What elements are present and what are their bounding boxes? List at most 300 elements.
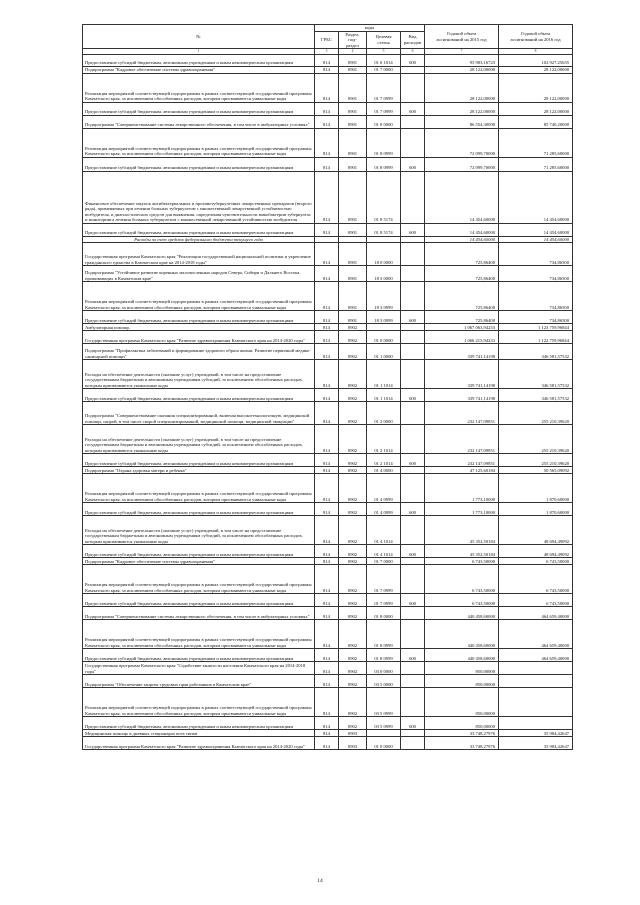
row-name: Подпрограмма "Совершенствование системы лекарственного обеспечения, в том числе в амбулаторных условиях" [83, 115, 315, 128]
row-target-article: 01 7 0999 [367, 102, 401, 115]
row-section: 0901 [339, 102, 367, 115]
row-section: 0902 [339, 675, 367, 688]
table-row [83, 503, 573, 516]
row-volume-2016: 48 694,49092 [499, 545, 573, 558]
row-volume-2015: 850,00000 [425, 717, 499, 730]
row-volume-2016: 734,86500 [499, 311, 573, 324]
row-name: Предоставление субсидий бюджетным, автономным учреждениям и иным некоммерческим организациям [83, 649, 315, 662]
row-volume-2016: 346 581,57532 [499, 360, 573, 389]
row-name: Предоставление субсидий бюджетным, автономным учреждениям и иным некоммерческим организациям [83, 102, 315, 115]
row-volume-2015: 86 554,30000 [425, 115, 499, 128]
row-expense-type: 600 [401, 649, 425, 662]
row-volume-2015: 725,86400 [425, 311, 499, 324]
row-expense-type [401, 115, 425, 128]
row-grbs: 814 [315, 425, 339, 454]
row-expense-type: 600 [401, 717, 425, 730]
row-name: Финансовое обеспечение закупок антибактериальных и противотуберкулезных лекарственных препаратов (второго ряда), применяемых при лечении больных туберкулезом с множественной лекарственной устойчивостью возбудителя, и диагностических средств для выявления, определения чувствительности микобактерии туберкулеза и мониторинга лечения больных туберкулезом с множественной лекарственной устойчивостью возбудителя [83, 171, 315, 223]
row-section: 0902 [339, 662, 367, 675]
row-volume-2015: 33 748,27976 [425, 730, 499, 737]
row-section: 0902 [339, 324, 367, 331]
budget-table-page [82, 24, 572, 750]
row-section: 0903 [339, 730, 367, 737]
row-name: Предоставление субсидий бюджетным, автономным учреждениям и иным некоммерческим организациям [83, 454, 315, 467]
row-target-article: 01 0 0000 [367, 331, 401, 344]
row-name: Реализация мероприятий соответствующей подпрограммы в рамках соответствующей государственной программы Камчатского края, за исключением обособленных расходов, которым присваиваются уникальные коды [83, 73, 315, 102]
row-expense-type [401, 425, 425, 454]
row-volume-2015: 45 352,50184 [425, 545, 499, 558]
row-volume-2016: 734,86500 [499, 282, 573, 311]
column-index: 7 [425, 49, 499, 54]
row-grbs: 814 [315, 102, 339, 115]
table-row [83, 662, 573, 675]
row-grbs: 814 [315, 474, 339, 503]
row-volume-2015: 6 743,50000 [425, 594, 499, 607]
row-expense-type: 600 [401, 454, 425, 467]
row-section: 0902 [339, 503, 367, 516]
row-volume-2015: 28 122,00000 [425, 66, 499, 73]
row-grbs: 814 [315, 737, 339, 750]
row-grbs: 814 [315, 649, 339, 662]
row-target-article: 01 4 1014 [367, 545, 401, 558]
row-grbs: 814 [315, 243, 339, 266]
row-volume-2015: 1 066 215,94233 [425, 331, 499, 344]
row-expense-type [401, 66, 425, 73]
row-target-article: 01 1 1014 [367, 389, 401, 402]
row-section: 0901 [339, 66, 367, 73]
header-volume-2015-label: Годовой объем ассигнований на 2015 год [436, 31, 487, 42]
table-row [83, 565, 573, 594]
row-grbs: 814 [315, 688, 339, 717]
table-row [83, 717, 573, 730]
row-volume-2015: 72 099,70000 [425, 157, 499, 171]
row-grbs: 814 [315, 157, 339, 171]
row-target-article: 01 7 0000 [367, 66, 401, 73]
table-row [83, 73, 573, 102]
row-grbs: 814 [315, 311, 339, 324]
row-section: 0901 [339, 128, 367, 157]
row-expense-type: 600 [401, 389, 425, 402]
row-name: Подпрограмма "Кадровое обеспечение системы здравоохранения" [83, 66, 315, 73]
table-row [83, 737, 573, 750]
row-target-article: 01 4 0000 [367, 467, 401, 474]
row-grbs: 814 [315, 402, 339, 425]
row-volume-2016: 255 210,39620 [499, 454, 573, 467]
row-grbs: 814 [315, 344, 339, 360]
row-grbs: 814 [315, 607, 339, 620]
column-index: 6 [401, 49, 425, 54]
row-volume-2016: 85 740,20000 [499, 115, 573, 128]
budget-table [82, 24, 573, 750]
row-grbs: 814 [315, 565, 339, 594]
row-expense-type [401, 516, 425, 545]
row-target-article: 01 8 0999 [367, 128, 401, 157]
table-row [83, 730, 573, 737]
table-row [83, 324, 573, 331]
row-name: Предоставление субсидий бюджетным, автономным учреждениям и иным некоммерческим организациям [83, 594, 315, 607]
row-grbs: 814 [315, 516, 339, 545]
row-expense-type [401, 474, 425, 503]
row-volume-2015: 850,00000 [425, 675, 499, 688]
row-volume-2016: 255 210,39620 [499, 402, 573, 425]
row-section: 0902 [339, 620, 367, 649]
row-expense-type [401, 266, 425, 282]
row-section: 0902 [339, 558, 367, 565]
row-expense-type [401, 73, 425, 102]
row-name: Предоставление субсидий бюджетным, автономным учреждениям и иным некоммерческим организациям [83, 389, 315, 402]
row-expense-type [401, 565, 425, 594]
row-volume-2015: 440 458,60000 [425, 649, 499, 662]
row-expense-type [401, 558, 425, 565]
table-row [83, 425, 573, 454]
row-expense-type: 600 [401, 545, 425, 558]
row-name: Предоставление субсидий бюджетным, автономным учреждениям и иным некоммерческим организациям [83, 157, 315, 171]
row-grbs: 814 [315, 389, 339, 402]
row-expense-type [401, 243, 425, 266]
row-target-article: 01 1 0000 [367, 344, 401, 360]
row-volume-2016: 734,86500 [499, 266, 573, 282]
row-target-article: 01 4 1014 [367, 516, 401, 545]
row-section: 0902 [339, 331, 367, 344]
row-grbs: 814 [315, 331, 339, 344]
row-volume-2015: 339 741,14198 [425, 344, 499, 360]
row-grbs: 814 [315, 171, 339, 223]
row-target-article: 01 2 1014 [367, 425, 401, 454]
table-row [83, 102, 573, 115]
row-volume-2016: 346 581,57532 [499, 344, 573, 360]
header-volume-2015 [425, 25, 499, 49]
row-section: 0901 [339, 157, 367, 171]
row-expense-type: 600 [401, 102, 425, 115]
row-volume-2016: 6 743,50000 [499, 565, 573, 594]
row-section: 0901 [339, 73, 367, 102]
row-section: 0902 [339, 717, 367, 730]
row-target-article: 01 8 5174 [367, 171, 401, 223]
row-grbs: 814 [315, 360, 339, 389]
row-name: Предоставление субсидий бюджетным, автономным учреждениям и иным некоммерческим организациям [83, 311, 315, 324]
row-target-article: 18 3 0000 [367, 266, 401, 282]
row-volume-2015: 14 454,60000 [425, 236, 499, 243]
row-expense-type [401, 730, 425, 737]
row-volume-2016: 35 984,42647 [499, 737, 573, 750]
row-target-article: 03 5 0000 [367, 675, 401, 688]
row-target-article: 01 0 0000 [367, 737, 401, 750]
row-grbs: 814 [315, 73, 339, 102]
table-row [83, 331, 573, 344]
row-section: 0902 [339, 389, 367, 402]
row-name: Предоставление субсидий бюджетным, автономным учреждениям и иным некоммерческим организациям [83, 503, 315, 516]
column-index: 5 [367, 49, 401, 54]
row-volume-2015: 440 458,60000 [425, 620, 499, 649]
table-row [83, 223, 573, 236]
row-target-article: 01 7 0000 [367, 558, 401, 565]
header-volume-2016-label: Годовой объем ассигнований на 2016 год [510, 31, 561, 42]
table-row [83, 157, 573, 171]
row-volume-2016: 50 565,09092 [499, 467, 573, 474]
row-target-article: 18 0 0000 [367, 243, 401, 266]
row-volume-2016: 28 122,00000 [499, 66, 573, 73]
row-volume-2016: 255 210,39620 [499, 425, 573, 454]
row-target-article: 18 3 0999 [367, 311, 401, 324]
row-name: Подпрограмма "Охрана здоровья матери и ребенка" [83, 467, 315, 474]
row-volume-2015: 232 147,09851 [425, 402, 499, 425]
table-row [83, 558, 573, 565]
row-grbs: 814 [315, 282, 339, 311]
table-row [83, 675, 573, 688]
row-expense-type: 600 [401, 311, 425, 324]
row-target-article: 01 4 0999 [367, 474, 401, 503]
row-volume-2016: 6 743,50000 [499, 594, 573, 607]
row-expense-type [401, 607, 425, 620]
row-volume-2016: 1 122 759,96844 [499, 331, 573, 344]
row-grbs: 814 [315, 467, 339, 474]
row-expense-type [401, 402, 425, 425]
row-volume-2015: 850,00000 [425, 688, 499, 717]
row-section: 0901 [339, 311, 367, 324]
header-expense-type [401, 31, 425, 49]
row-expense-type [401, 688, 425, 717]
row-section: 0901 [339, 115, 367, 128]
row-volume-2016: 48 694,49092 [499, 516, 573, 545]
row-name: Реализация мероприятий соответствующей подпрограммы в рамках соответствующей государственной программы Камчатского края, за исключением обособленных расходов, которым присваиваются уникальные коды [83, 282, 315, 311]
table-row [83, 516, 573, 545]
table-row [83, 454, 573, 467]
row-volume-2015: 6 743,50000 [425, 565, 499, 594]
row-grbs: 814 [315, 620, 339, 649]
row-section: 0902 [339, 425, 367, 454]
row-name: Подпрограмма "Устойчивое развитие коренных малочисленных народов Севера, Сибири и Дальнего Востока, проживающих в Камчатском крае" [83, 266, 315, 282]
column-index: 1 [83, 49, 315, 54]
row-section: 0901 [339, 266, 367, 282]
header-target-label: Целевая статья [375, 34, 392, 45]
row-name: Расходы за счет средств федерального бюджета текущего года [83, 236, 315, 243]
row-expense-type [401, 324, 425, 331]
row-volume-2016: 14 454,60000 [499, 236, 573, 243]
row-grbs: 814 [315, 717, 339, 730]
row-target-article: 01 7 0999 [367, 565, 401, 594]
table-body [83, 54, 573, 750]
header-codes: коды [315, 25, 425, 32]
row-volume-2015: 339 741,14198 [425, 389, 499, 402]
row-section: 0902 [339, 516, 367, 545]
row-volume-2015: 725,86400 [425, 282, 499, 311]
row-name: Подпрограмма "Совершенствование системы лекарственного обеспечения, в том числе в амбулаторных условиях" [83, 607, 315, 620]
row-volume-2016: 35 984,42647 [499, 730, 573, 737]
table-row [83, 243, 573, 266]
row-volume-2015: 45 352,50184 [425, 516, 499, 545]
row-expense-type [401, 344, 425, 360]
row-volume-2016: 6 743,50000 [499, 558, 573, 565]
row-volume-2015: 28 122,00000 [425, 73, 499, 102]
row-target-article: 01 1 1014 [367, 360, 401, 389]
row-expense-type [401, 675, 425, 688]
row-grbs: 814 [315, 675, 339, 688]
row-section: 0902 [339, 467, 367, 474]
row-volume-2015: 850,00000 [425, 662, 499, 675]
row-grbs: 814 [315, 128, 339, 157]
row-name: Государственная программа Камчатского края "Реализация государственной национальной политики и укрепление гражданского единства в Камчатском крае на 2014-2018 годы" [83, 243, 315, 266]
row-expense-type: 600 [401, 223, 425, 236]
row-name: Предоставление субсидий бюджетным, автономным учреждениям и иным некоммерческим организациям [83, 54, 315, 66]
row-volume-2015: 6 743,50000 [425, 558, 499, 565]
header-target [367, 31, 401, 49]
row-volume-2016: 734,86500 [499, 243, 573, 266]
row-volume-2016: 464 659,40000 [499, 620, 573, 649]
row-target-article: 01 2 1014 [367, 454, 401, 467]
row-volume-2016: 1 870,60000 [499, 474, 573, 503]
table-row [83, 402, 573, 425]
row-target-article: 01 7 0999 [367, 73, 401, 102]
row-section: 0902 [339, 565, 367, 594]
row-section: 0902 [339, 474, 367, 503]
header-section-label: Раздел, под- раздел [345, 31, 360, 48]
row-volume-2016 [499, 662, 573, 675]
row-volume-2016: 71 285,60000 [499, 157, 573, 171]
row-name: Государственная программа Камчатского края "Развитие здравоохранения Камчатского края на 2014-2020 годы" [83, 331, 315, 344]
row-name: Подпрограмма "Обеспечение защиты трудовых прав работников в Камчатском крае" [83, 675, 315, 688]
row-grbs: 814 [315, 558, 339, 565]
row-section: 0901 [339, 54, 367, 66]
table-row [83, 545, 573, 558]
row-target-article: 01 8 0999 [367, 620, 401, 649]
row-volume-2015: 47 125,60184 [425, 467, 499, 474]
row-expense-type: 600 [401, 157, 425, 171]
row-name: Предоставление субсидий бюджетным, автономным учреждениям и иным некоммерческим организациям [83, 717, 315, 730]
table-row [83, 594, 573, 607]
row-target-article: 01 8 0999 [367, 157, 401, 171]
row-expense-type [401, 171, 425, 223]
row-volume-2015: 72 099,70000 [425, 128, 499, 157]
row-volume-2016: 1 123 759,96844 [499, 324, 573, 331]
row-name: Реализация мероприятий соответствующей подпрограммы в рамках соответствующей государственной программы Камчатского края, за исключением обособленных расходов, которым присваиваются уникальные коды [83, 688, 315, 717]
row-expense-type [401, 737, 425, 750]
row-grbs: 814 [315, 503, 339, 516]
row-grbs: 814 [315, 266, 339, 282]
row-volume-2016: 28 122,00000 [499, 102, 573, 115]
row-name: Реализация мероприятий соответствующей подпрограммы в рамках соответствующей государственной программы Камчатского края, за исключением обособленных расходов, которым присваиваются уникальные коды [83, 474, 315, 503]
table-row [83, 128, 573, 157]
page-number: 14 [317, 878, 323, 884]
row-target-article: 01 2 0000 [367, 402, 401, 425]
row-volume-2015: 14 454,60000 [425, 223, 499, 236]
row-name: Подпрограмма "Кадровое обеспечение системы здравоохранения" [83, 558, 315, 565]
row-name: Реализация мероприятий соответствующей подпрограммы в рамках соответствующей государственной программы Камчатского края, за исключением обособленных расходов, которым присваиваются уникальные коды [83, 565, 315, 594]
row-target-article: 01 8 5174 [367, 223, 401, 236]
row-target-article: 01 7 0999 [367, 594, 401, 607]
row-volume-2015: 95 983,16723 [425, 54, 499, 66]
row-section: 0902 [339, 594, 367, 607]
row-target-article: 01 4 0999 [367, 503, 401, 516]
row-volume-2016: 71 285,60000 [499, 128, 573, 157]
row-target-article: 18 3 0999 [367, 282, 401, 311]
row-volume-2016: 28 122,00000 [499, 73, 573, 102]
table-row [83, 389, 573, 402]
row-section: 0902 [339, 402, 367, 425]
row-target-article: 01 6 1014 [367, 54, 401, 66]
header-grbs: ГРБС [315, 31, 339, 49]
row-section: 0903 [339, 737, 367, 750]
row-volume-2016: 14 454,60000 [499, 223, 573, 236]
row-target-article [367, 730, 401, 737]
row-name: Медицинская помощь в дневных стационарах всех типов [83, 730, 315, 737]
table-row [83, 115, 573, 128]
row-volume-2016 [499, 688, 573, 717]
header-volume-2016 [499, 25, 573, 49]
table-row [83, 311, 573, 324]
row-grbs: 814 [315, 66, 339, 73]
row-name: Реализация мероприятий соответствующей подпрограммы в рамках соответствующей государственной программы Камчатского края, за исключением обособленных расходов, которым присваиваются уникальные коды [83, 620, 315, 649]
row-expense-type [401, 662, 425, 675]
row-name: Подпрограмма "Совершенствование оказания специализированной, включая высокотехнологичную, медицинской помощи, скорой, в том числе скорой специализированной, медицинской помощи, медицинской эвакуации" [83, 402, 315, 425]
table-row [83, 66, 573, 73]
row-expense-type [401, 331, 425, 344]
row-volume-2016: 14 454,60000 [499, 171, 573, 223]
row-volume-2015: 232 147,09851 [425, 425, 499, 454]
row-section: 0902 [339, 649, 367, 662]
row-expense-type: 600 [401, 503, 425, 516]
row-volume-2015: 440 458,60000 [425, 607, 499, 620]
table-row [83, 474, 573, 503]
row-volume-2015: 1 773,10000 [425, 503, 499, 516]
row-expense-type [401, 467, 425, 474]
row-name: Расходы на обеспечение деятельности (оказание услуг) учреждений, в том числе на предоставление государственным бюджетным и автономным учреждениям субсидий, за исключением обособленных расходов, которым присваиваются уникальные коды [83, 516, 315, 545]
header-section [339, 31, 367, 49]
row-grbs: 814 [315, 115, 339, 128]
row-volume-2016: 464 659,40000 [499, 607, 573, 620]
row-grbs: 814 [315, 545, 339, 558]
table-row [83, 620, 573, 649]
row-volume-2015: 14 454,60000 [425, 171, 499, 223]
header-number: № [83, 25, 315, 49]
row-expense-type: 600 [401, 54, 425, 66]
row-grbs: 814 [315, 662, 339, 675]
row-volume-2016 [499, 675, 573, 688]
row-volume-2015: 1 773,10000 [425, 474, 499, 503]
row-name: Расходы на обеспечение деятельности (оказание услуг) учреждений, в том числе на предоставление государственным бюджетным и автономным учреждениям субсидий, за исключением обособленных расходов, которым присваиваются уникальные коды [83, 425, 315, 454]
table-row [83, 171, 573, 223]
row-target-article: 03 5 0999 [367, 688, 401, 717]
row-name: Подпрограмма "Профилактика заболеваний и формирование здорового образа жизни. Развитие первичной медико-санитарной помощи" [83, 344, 315, 360]
table-row [83, 607, 573, 620]
row-grbs: 814 [315, 730, 339, 737]
row-name: Амбулаторная помощь [83, 324, 315, 331]
row-section: 0901 [339, 243, 367, 266]
row-volume-2016 [499, 717, 573, 730]
table-row [83, 688, 573, 717]
row-section: 0902 [339, 454, 367, 467]
row-volume-2016: 346 581,57532 [499, 389, 573, 402]
row-grbs: 814 [315, 54, 339, 66]
row-grbs: 814 [315, 324, 339, 331]
row-volume-2016: 1 870,60000 [499, 503, 573, 516]
row-section: 0901 [339, 223, 367, 236]
column-index: 8 [499, 49, 573, 54]
column-index: 3 [315, 49, 339, 54]
table-row [83, 649, 573, 662]
row-expense-type [401, 282, 425, 311]
row-volume-2015: 33 748,27976 [425, 737, 499, 750]
table-row [83, 360, 573, 389]
row-section: 0901 [339, 171, 367, 223]
table-row [83, 54, 573, 66]
row-expense-type [401, 128, 425, 157]
row-volume-2015: 725,86400 [425, 243, 499, 266]
row-volume-2015: 232 147,09851 [425, 454, 499, 467]
row-target-article: 03 0 0000 [367, 662, 401, 675]
row-expense-type: 600 [401, 594, 425, 607]
row-expense-type [401, 360, 425, 389]
row-volume-2015: 1 067 063,94233 [425, 324, 499, 331]
row-grbs: 814 [315, 454, 339, 467]
